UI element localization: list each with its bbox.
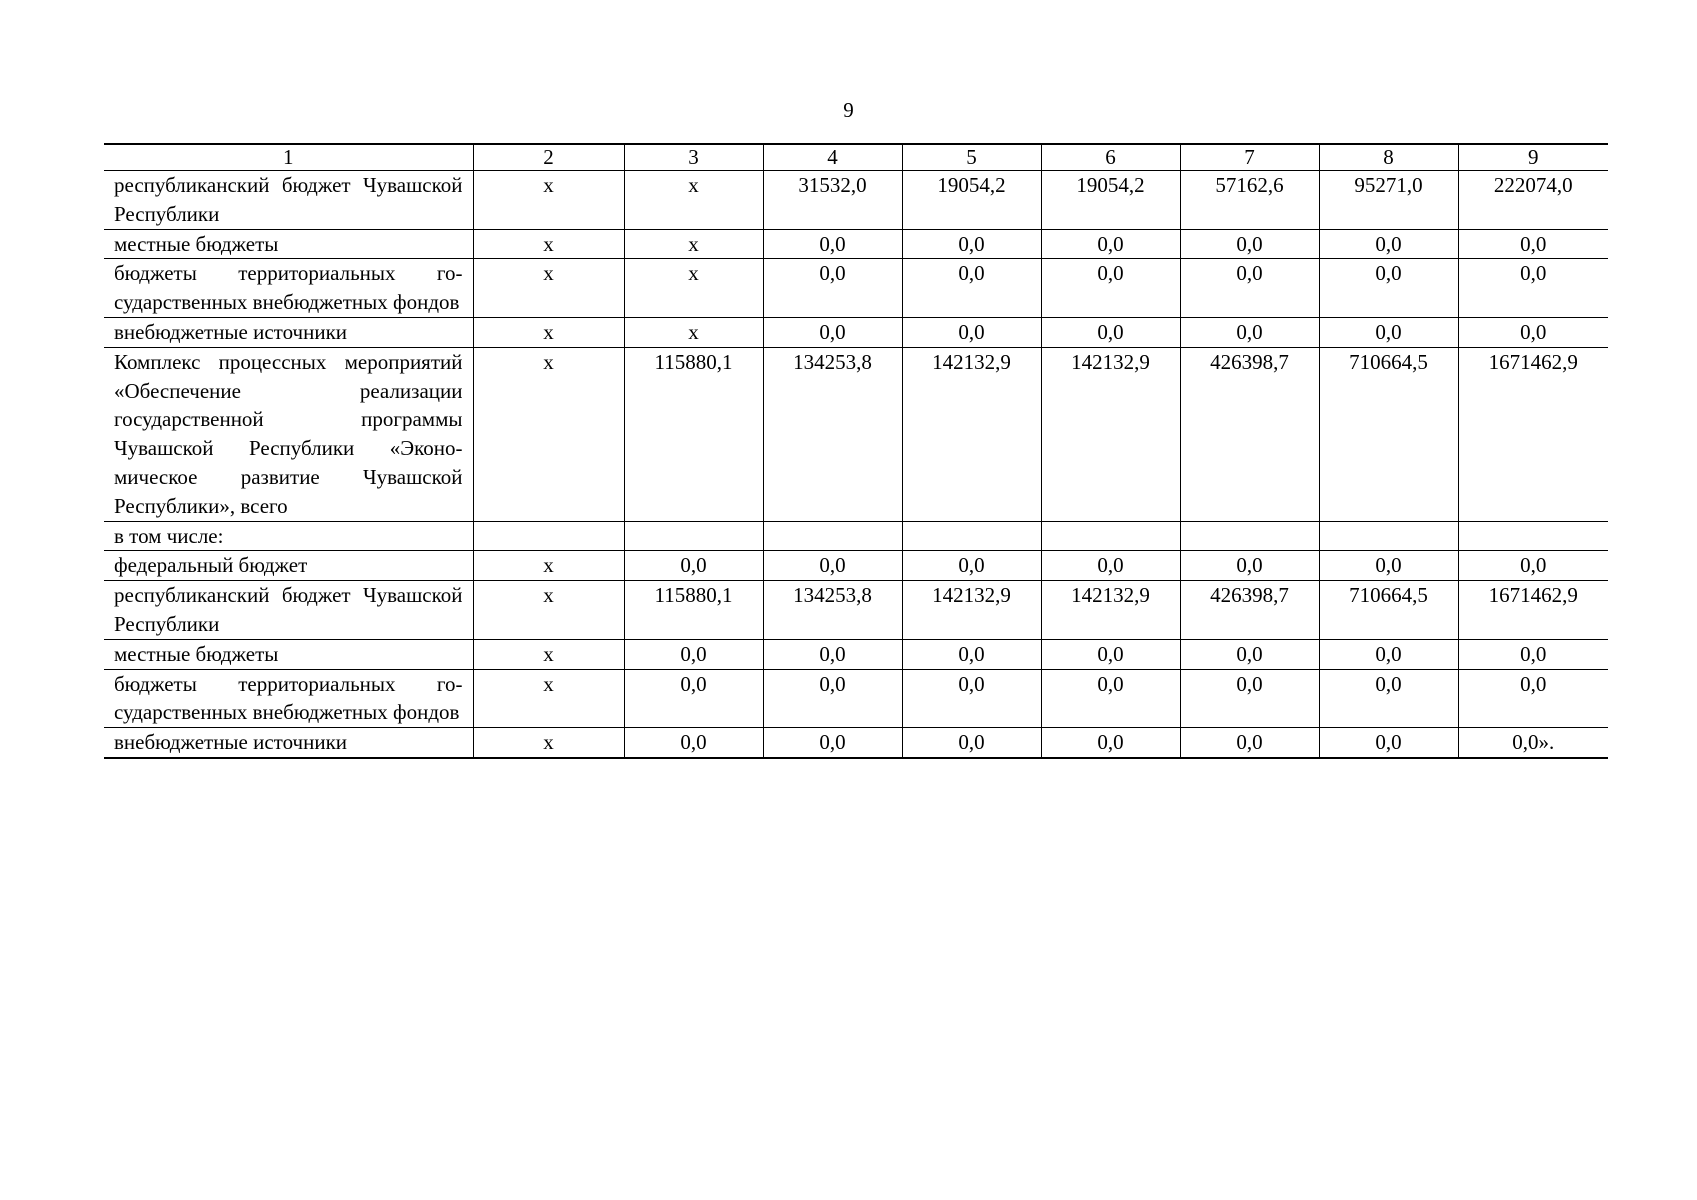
value-cell bbox=[1041, 521, 1180, 551]
value-cell: х bbox=[473, 728, 624, 758]
value-cell: 0,0 bbox=[1041, 229, 1180, 259]
value-cell: 115880,1 bbox=[624, 581, 763, 640]
value-cell: 0,0 bbox=[902, 728, 1041, 758]
table-row bbox=[104, 669, 1608, 728]
value-cell: 0,0 bbox=[1041, 639, 1180, 669]
value-cell: 0,0 bbox=[1458, 669, 1608, 728]
value-cell: 426398,7 bbox=[1180, 347, 1319, 521]
value-cell: х bbox=[473, 551, 624, 581]
value-cell: 0,0 bbox=[1041, 317, 1180, 347]
value-cell: 0,0 bbox=[1180, 728, 1319, 758]
row-label: местные бюджеты bbox=[104, 229, 473, 259]
value-cell: 95271,0 bbox=[1319, 171, 1458, 230]
value-cell bbox=[1319, 521, 1458, 551]
value-cell: 0,0 bbox=[1319, 639, 1458, 669]
value-cell: 57162,6 bbox=[1180, 171, 1319, 230]
value-cell: 0,0 bbox=[1319, 259, 1458, 318]
table-row bbox=[104, 317, 1608, 347]
value-cell: 0,0 bbox=[1319, 669, 1458, 728]
row-label: Комплекс процессных мероприятий «Обеспечение реализации государственной программы Чувашской Республики «Экономическое развитие Чувашской Республики», всего bbox=[104, 347, 473, 521]
value-cell bbox=[1458, 521, 1608, 551]
row-label: местные бюджеты bbox=[104, 639, 473, 669]
table-row bbox=[104, 581, 1608, 640]
value-cell: 0,0 bbox=[1180, 639, 1319, 669]
value-cell: 0,0 bbox=[1319, 551, 1458, 581]
column-number-header: 3 bbox=[624, 144, 763, 171]
value-cell: 0,0 bbox=[763, 259, 902, 318]
value-cell: 19054,2 bbox=[902, 171, 1041, 230]
value-cell: 0,0 bbox=[1458, 551, 1608, 581]
value-cell: 0,0 bbox=[1458, 639, 1608, 669]
table-row bbox=[104, 171, 1608, 230]
value-cell: х bbox=[473, 171, 624, 230]
value-cell: 0,0 bbox=[1458, 229, 1608, 259]
value-cell: х bbox=[473, 317, 624, 347]
value-cell: х bbox=[624, 259, 763, 318]
value-cell: 0,0 bbox=[763, 317, 902, 347]
column-number-header: 6 bbox=[1041, 144, 1180, 171]
value-cell: х bbox=[473, 229, 624, 259]
value-cell bbox=[763, 521, 902, 551]
value-cell: 0,0 bbox=[624, 639, 763, 669]
value-cell: 222074,0 bbox=[1458, 171, 1608, 230]
value-cell: 0,0 bbox=[1180, 669, 1319, 728]
table-row bbox=[104, 551, 1608, 581]
value-cell: 0,0 bbox=[763, 728, 902, 758]
value-cell: 1671462,9 bbox=[1458, 347, 1608, 521]
row-label: внебюджетные источники bbox=[104, 317, 473, 347]
row-label: республиканский бюджет Чувашской Республики bbox=[104, 171, 473, 230]
table-row bbox=[104, 639, 1608, 669]
value-cell: 0,0 bbox=[1180, 259, 1319, 318]
row-label: в том числе: bbox=[104, 521, 473, 551]
row-label: внебюджетные источники bbox=[104, 728, 473, 758]
column-number-header: 5 bbox=[902, 144, 1041, 171]
value-cell: х bbox=[624, 229, 763, 259]
value-cell: 0,0 bbox=[763, 639, 902, 669]
value-cell bbox=[624, 521, 763, 551]
value-cell: 134253,8 bbox=[763, 347, 902, 521]
column-number-header: 4 bbox=[763, 144, 902, 171]
column-number-header: 8 bbox=[1319, 144, 1458, 171]
value-cell: 19054,2 bbox=[1041, 171, 1180, 230]
value-cell: 0,0 bbox=[624, 551, 763, 581]
value-cell: 0,0 bbox=[1041, 551, 1180, 581]
value-cell: 0,0 bbox=[1180, 551, 1319, 581]
row-label: бюджеты территориальных государственных внебюджетных фондов bbox=[104, 669, 473, 728]
value-cell: х bbox=[624, 317, 763, 347]
value-cell: 0,0 bbox=[624, 669, 763, 728]
table-header-row bbox=[104, 144, 1608, 171]
value-cell: 142132,9 bbox=[1041, 581, 1180, 640]
value-cell: 710664,5 bbox=[1319, 347, 1458, 521]
row-label: бюджеты территориальных государственных внебюджетных фондов bbox=[104, 259, 473, 318]
value-cell: 0,0 bbox=[902, 669, 1041, 728]
value-cell: 0,0 bbox=[624, 728, 763, 758]
value-cell: 0,0 bbox=[763, 669, 902, 728]
table-row bbox=[104, 347, 1608, 521]
row-label: республиканский бюджет Чувашской Республики bbox=[104, 581, 473, 640]
page-number: 9 bbox=[843, 98, 854, 122]
value-cell: х bbox=[473, 669, 624, 728]
value-cell: 0,0 bbox=[1319, 317, 1458, 347]
value-cell: х bbox=[473, 259, 624, 318]
row-label: федеральный бюджет bbox=[104, 551, 473, 581]
value-cell: 142132,9 bbox=[902, 581, 1041, 640]
value-cell: 0,0 bbox=[1041, 669, 1180, 728]
value-cell: 0,0 bbox=[902, 229, 1041, 259]
value-cell bbox=[902, 521, 1041, 551]
column-number-header: 9 bbox=[1458, 144, 1608, 171]
value-cell: 710664,5 bbox=[1319, 581, 1458, 640]
value-cell: х bbox=[473, 347, 624, 521]
value-cell: 134253,8 bbox=[763, 581, 902, 640]
value-cell: 115880,1 bbox=[624, 347, 763, 521]
value-cell: 0,0 bbox=[1458, 259, 1608, 318]
value-cell: 0,0 bbox=[902, 317, 1041, 347]
value-cell: х bbox=[624, 171, 763, 230]
table-body bbox=[104, 144, 1608, 758]
value-cell: 0,0 bbox=[1041, 728, 1180, 758]
value-cell: 0,0 bbox=[763, 229, 902, 259]
budget-table bbox=[104, 143, 1608, 759]
value-cell: 0,0 bbox=[902, 639, 1041, 669]
value-cell: 0,0 bbox=[1180, 317, 1319, 347]
value-cell: 0,0 bbox=[902, 551, 1041, 581]
table-row bbox=[104, 229, 1608, 259]
value-cell bbox=[473, 521, 624, 551]
column-number-header: 2 bbox=[473, 144, 624, 171]
value-cell: 0,0 bbox=[1180, 229, 1319, 259]
value-cell bbox=[1180, 521, 1319, 551]
value-cell: 142132,9 bbox=[902, 347, 1041, 521]
table-row bbox=[104, 259, 1608, 318]
value-cell: 31532,0 bbox=[763, 171, 902, 230]
value-cell: 0,0 bbox=[1041, 259, 1180, 318]
table-row bbox=[104, 521, 1608, 551]
value-cell: 0,0». bbox=[1458, 728, 1608, 758]
value-cell: х bbox=[473, 639, 624, 669]
value-cell: 0,0 bbox=[1319, 728, 1458, 758]
value-cell: 0,0 bbox=[763, 551, 902, 581]
table-row bbox=[104, 728, 1608, 758]
value-cell: х bbox=[473, 581, 624, 640]
column-number-header: 1 bbox=[104, 144, 473, 171]
value-cell: 142132,9 bbox=[1041, 347, 1180, 521]
value-cell: 0,0 bbox=[1458, 317, 1608, 347]
value-cell: 0,0 bbox=[1319, 229, 1458, 259]
column-number-header: 7 bbox=[1180, 144, 1319, 171]
value-cell: 426398,7 bbox=[1180, 581, 1319, 640]
value-cell: 0,0 bbox=[902, 259, 1041, 318]
value-cell: 1671462,9 bbox=[1458, 581, 1608, 640]
